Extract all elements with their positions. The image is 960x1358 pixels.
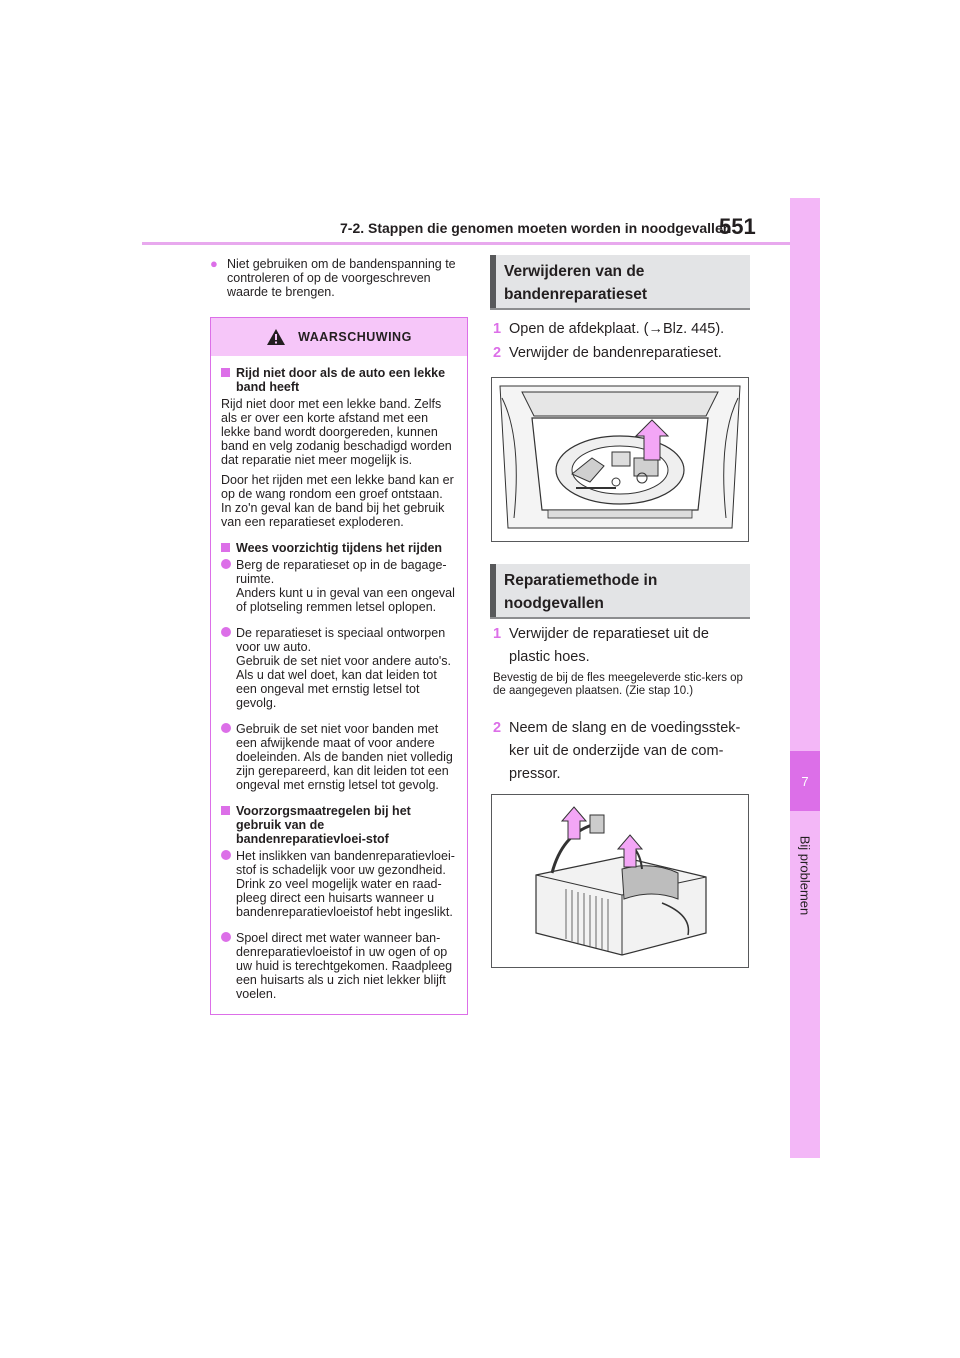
step-text: Verwijder de reparatieset uit de plastic hoes.: [509, 626, 709, 665]
header-rule: [142, 242, 790, 245]
bullet-icon: [221, 850, 231, 860]
chapter-number: 7: [790, 751, 820, 811]
trunk-drawing: [492, 378, 748, 541]
warning-bullet-text: Spoel direct met water wanneer ban-denreparatievloeistof in uw ogen of op uw huid is terechtgekomen. Raadpleeg een huisarts als u zich niet lekker blijft voelen.: [236, 931, 453, 1001]
step-item: [493, 623, 758, 669]
bullet-icon: [221, 559, 231, 569]
warning-heading-text: Voorzorgsmaatregelen bij het gebruik van de bandenreparatievloei-stof: [236, 804, 411, 846]
section-heading-line: Reparatiemethode in: [504, 572, 658, 589]
warning-bullet-text: Gebruik de set niet voor banden met een afwijkende maat of voor andere doeleinden. Als de banden niet volledig zijn gerepareerd, kan dit leiden tot een ongeval met ernstig letsel tot gevolg.: [236, 722, 453, 792]
warning-paragraph: Door het rijden met een lekke band kan er op de wang rondom een groef ontstaan. In zo'n geval kan de band bij het gebruik van een reparatieset exploderen.: [221, 473, 454, 529]
compressor-illustration: [491, 794, 749, 968]
warning-bullet: [221, 626, 455, 710]
step-note: Bevestig de bij de fles meegeleverde stic-kers op de aangegeven plaatsen. (Zie stap 10.): [493, 672, 743, 697]
warning-bullet-text: Anders kunt u in geval van een ongeval of plotseling remmen letsel oplopen.: [236, 586, 455, 614]
page-number: 551: [719, 214, 756, 239]
chapter-sidetab: [790, 198, 820, 1158]
step-item: [493, 342, 758, 365]
step-number: 1: [493, 321, 502, 337]
step-item: [493, 318, 758, 341]
chapter-title: [784, 820, 826, 930]
square-bullet-icon: [221, 806, 230, 815]
warning-bullet: [221, 849, 455, 919]
intro-bullet-text: Niet gebruiken om de bandenspanning te controleren of op de voorgeschreven waarde te brengen.: [227, 257, 456, 299]
chapter-title-text: Bij problemen: [797, 835, 813, 915]
warning-bullet: [221, 931, 455, 1001]
step-number: 2: [493, 345, 502, 361]
section-heading-emergency-repair: [490, 564, 750, 619]
warning-heading: [221, 804, 455, 846]
section-heading-line: noodgevallen: [504, 595, 604, 612]
step-number: 2: [493, 720, 502, 736]
warning-heading: [221, 541, 455, 555]
intro-bullet: [210, 257, 470, 299]
warning-triangle-icon: [266, 328, 286, 346]
section-heading-text: [504, 260, 647, 306]
step-item: [493, 717, 758, 786]
warning-box: [210, 317, 468, 1015]
section-heading-line: Verwijderen van de: [504, 263, 645, 280]
warning-body: [211, 356, 467, 1001]
section-heading-removal: [490, 255, 750, 310]
warning-bullet: [221, 722, 455, 792]
warning-bullet: [221, 558, 455, 614]
warning-heading-text: Rijd niet door als de auto een lekke band heeft: [236, 366, 446, 394]
bullet-icon: [221, 723, 231, 733]
bullet-icon: [221, 932, 231, 942]
warning-bullet-text: Gebruik de set niet voor andere auto's. Als u dat wel doet, kan dat leiden tot een ongeval met ernstig letsel tot gevolg.: [236, 654, 452, 710]
square-bullet-icon: [221, 368, 230, 377]
bullet-icon: ●: [210, 256, 218, 271]
warning-bullet-text: De reparatieset is speciaal ontworpen voor uw auto.: [236, 626, 446, 654]
warning-header: [211, 318, 467, 356]
warning-bullet-text: Het inslikken van bandenreparatievloei-stof is schadelijk voor uw gezondheid. Drink zo veel mogelijk water en raad-pleeg direct een huisarts wanneer u bandenreparatievloeistof hebt ingeslikt.: [236, 849, 455, 919]
section-heading-bar: [490, 255, 496, 308]
trunk-illustration: [491, 377, 749, 542]
section-heading-line: bandenreparatieset: [504, 286, 647, 303]
warning-title: WAARSCHUWING: [298, 330, 412, 344]
square-bullet-icon: [221, 543, 230, 552]
warning-heading-text: Wees voorzichtig tijdens het rijden: [236, 541, 443, 555]
bullet-icon: [221, 627, 231, 637]
warning-paragraph: Rijd niet door met een lekke band. Zelfs als er over een korte afstand met een lekke band wordt doorgereden, kunnen band en velg zodanig beschadigd worden dat reparatie niet meer mogelijk is.: [221, 397, 452, 467]
section-title: 7-2. Stappen die genomen moeten worden in noodgevallen: [340, 220, 732, 236]
warning-bullet-text: Berg de reparatieset op in de bagage-ruimte.: [236, 558, 447, 586]
section-heading-text: [504, 569, 657, 615]
step-number: 1: [493, 626, 502, 642]
warning-heading: [221, 366, 455, 394]
step-text: Neem de slang en de voedingsstek-ker uit de onderzijde van de com-pressor.: [509, 720, 741, 782]
section-heading-bar: [490, 564, 496, 617]
step-text: Verwijder de bandenreparatieset.: [509, 345, 722, 361]
compressor-drawing: [492, 795, 748, 967]
step-text: Open de afdekplaat. (→Blz. 445).: [509, 321, 725, 337]
